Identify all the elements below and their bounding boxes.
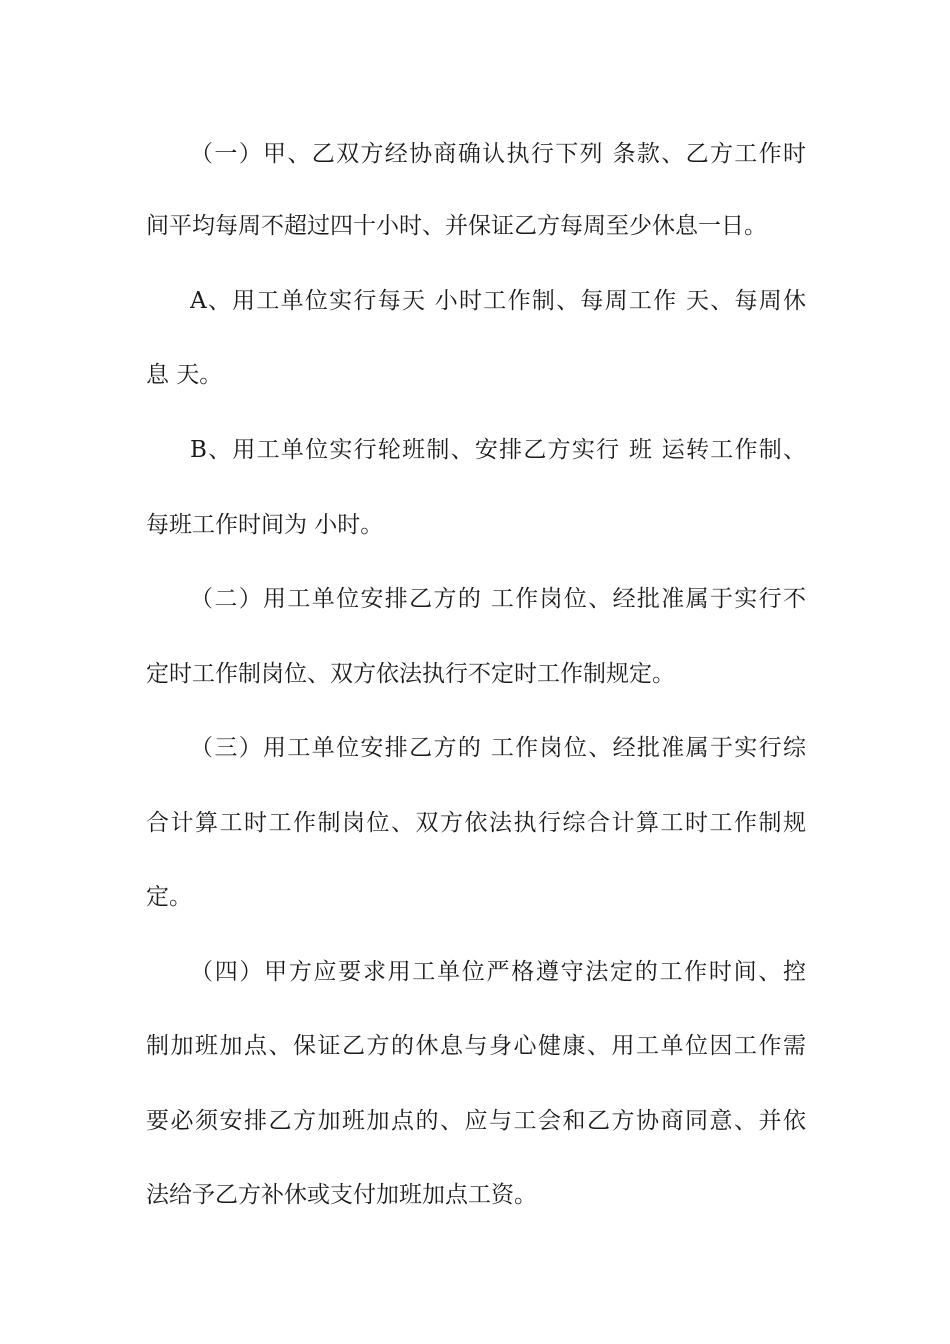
- paragraph-6-line-4: 法给予乙方补休或支付加班加点工资。: [146, 1182, 537, 1208]
- paragraph-2-line-2: 息 天。: [146, 362, 223, 388]
- paragraph-3-line-2: 每班工作时间为 小时。: [146, 512, 384, 538]
- paragraph-4-line-2: 定时工作制岗位、双方依法执行不定时工作制规定。: [146, 661, 675, 687]
- paragraph-6-line-1: （四）甲方应要求用工单位严格遵守法定的工作时间、控: [190, 959, 806, 985]
- paragraph-1-line-2: 间平均每周不超过四十小时、并保证乙方每周至少休息一日。: [146, 213, 767, 239]
- paragraph-6-line-3: 要必须安排乙方加班加点的、应与工会和乙方协商同意、并依: [146, 1108, 806, 1134]
- paragraph-3-line-1: B、用工单位实行轮班制、安排乙方实行 班 运转工作制、: [190, 437, 806, 463]
- paragraph-5-line-2: 合计算工时工作制岗位、双方依法执行综合计算工时工作制规: [146, 810, 806, 836]
- paragraph-6-line-2: 制加班加点、保证乙方的休息与身心健康、用工单位因工作需: [146, 1033, 806, 1059]
- paragraph-5-line-3: 定。: [146, 884, 192, 910]
- paragraph-1-line-1: （一）甲、乙双方经协商确认执行下列 条款、乙方工作时: [190, 141, 806, 167]
- paragraph-5-line-1: （三）用工单位安排乙方的 工作岗位、经批准属于实行综: [190, 735, 806, 761]
- paragraph-2-line-1: A、用工单位实行每天 小时工作制、每周工作 天、每周休: [190, 288, 806, 314]
- paragraph-4-line-1: （二）用工单位安排乙方的 工作岗位、经批准属于实行不: [190, 586, 806, 612]
